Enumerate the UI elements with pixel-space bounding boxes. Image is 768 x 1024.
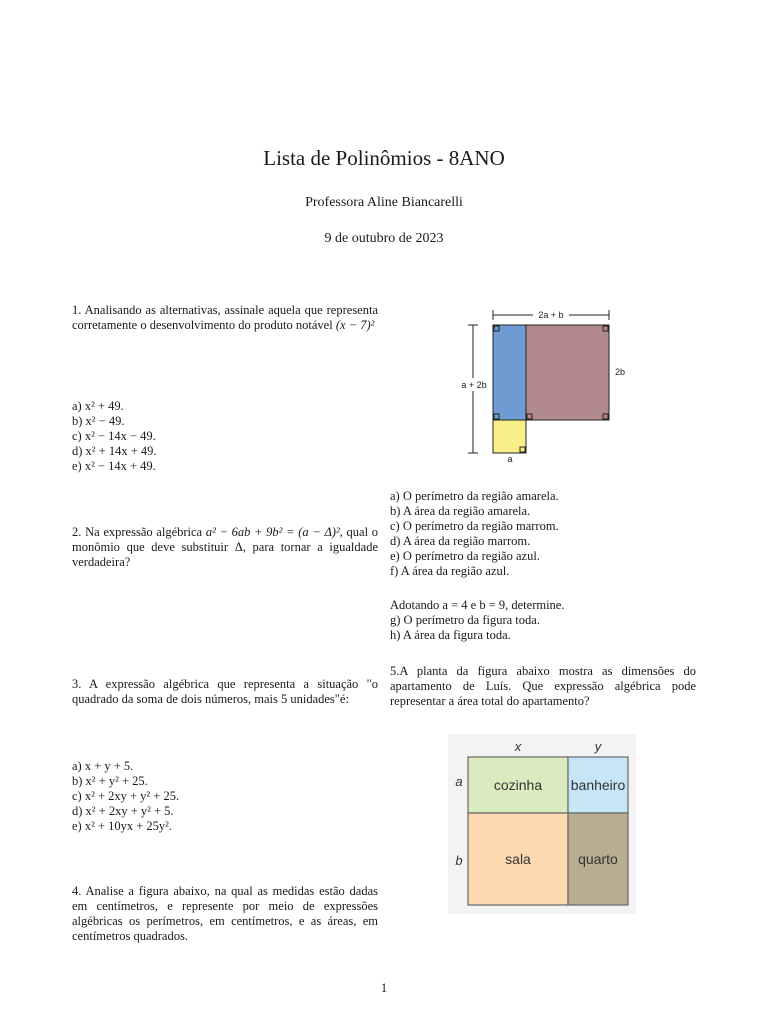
q4-label-top: 2a + b bbox=[538, 310, 564, 320]
q4-label-right: 2b bbox=[615, 367, 626, 377]
q4-item-e: e) O perímetro da região azul. bbox=[390, 549, 540, 563]
question-4-stem: 4. Analise a figura abaixo, na qual as medidas estão dadas em centímetros, e represente por meio de expressões algébricas os perímetros, em centímetros, e as áreas, em centímetros quadrados. bbox=[72, 884, 378, 943]
q4-blue-region bbox=[493, 325, 526, 420]
q4-yellow-region bbox=[493, 420, 526, 453]
author: Professora Aline Biancarelli bbox=[305, 195, 463, 210]
q4-figure bbox=[455, 305, 635, 467]
q5-label-quarto: quarto bbox=[578, 851, 618, 867]
q5-label-a: a bbox=[455, 774, 463, 789]
q3-option-a: a) x + y + 5. bbox=[72, 759, 134, 773]
q4-item-g: g) O perímetro da figura toda. bbox=[390, 613, 540, 627]
page-number: 1 bbox=[380, 981, 388, 995]
q1-option-e: e) x² − 14x + 49. bbox=[72, 459, 156, 473]
q3-option-c: c) x² + 2xy + y² + 25. bbox=[72, 789, 180, 803]
q4-brown-region bbox=[526, 325, 609, 420]
q4-adopt: Adotando a = 4 e b = 9, determine. bbox=[390, 598, 565, 612]
question-2-expr: a² − 6ab + 9b² = (a − Δ)², bbox=[205, 525, 343, 539]
document-title: Lista de Polinômios - 8ANO bbox=[263, 146, 505, 170]
question-1-options bbox=[72, 399, 378, 474]
q5-floor-plan bbox=[448, 734, 636, 914]
question-5-stem: 5.A planta da figura abaixo mostra as dimensões do apartamento de Luís. Que expressão algébrica pode representar a área total do apartamento? bbox=[390, 664, 696, 708]
q4-label-bottom: a bbox=[507, 454, 513, 464]
question-3-stem: 3. A expressão algébrica que representa a situação "o quadrado da soma de dois números, mais 5 unidades"é: bbox=[72, 677, 378, 706]
q5-label-b: b bbox=[455, 853, 463, 868]
q1-option-c: c) x² − 14x − 49. bbox=[72, 429, 156, 443]
question-2-stem bbox=[72, 525, 378, 570]
question-3-options bbox=[72, 759, 378, 834]
q4-item-d: d) A área da região marrom. bbox=[390, 534, 531, 548]
q5-label-sala: sala bbox=[505, 851, 531, 867]
q5-label-banheiro: banheiro bbox=[570, 777, 626, 793]
q4-item-a: a) O perímetro da região amarela. bbox=[390, 489, 559, 503]
q5-label-y: y bbox=[594, 739, 602, 754]
q1-option-b: b) x² − 49. bbox=[72, 414, 125, 428]
q4-item-c: c) O perímetro da região marrom. bbox=[390, 519, 559, 533]
q4-label-left: a + 2b bbox=[461, 380, 487, 390]
question-2-text-b: qual o monômio que deve substituir Δ, para tornar a igualdade verdadeira? bbox=[72, 525, 379, 569]
question-2-text-a: 2. Na expressão algébrica bbox=[72, 525, 203, 539]
q5-label-cozinha: cozinha bbox=[493, 777, 543, 793]
question-1-text: 1. Analisando as alternativas, assinale aquela que representa corretamente o desenvolvimento do produto notável bbox=[72, 303, 378, 332]
question-4-adopt-block bbox=[390, 598, 696, 643]
question-1-expr: (x − 7)² bbox=[335, 318, 375, 332]
date: 9 de outubro de 2023 bbox=[324, 231, 444, 246]
q5-label-x: x bbox=[514, 739, 522, 754]
q3-option-b: b) x² + y² + 25. bbox=[72, 774, 148, 788]
q1-option-d: d) x² + 14x + 49. bbox=[72, 444, 157, 458]
q3-option-e: e) x² + 10yx + 25y². bbox=[72, 819, 173, 833]
q4-item-f: f) A área da região azul. bbox=[390, 564, 510, 578]
question-1-stem bbox=[72, 303, 378, 333]
q4-item-h: h) A área da figura toda. bbox=[390, 628, 511, 642]
q4-item-b: b) A área da região amarela. bbox=[390, 504, 531, 518]
q1-option-a: a) x² + 49. bbox=[72, 399, 124, 413]
q3-option-d: d) x² + 2xy + y² + 5. bbox=[72, 804, 174, 818]
question-4-items bbox=[390, 489, 696, 579]
